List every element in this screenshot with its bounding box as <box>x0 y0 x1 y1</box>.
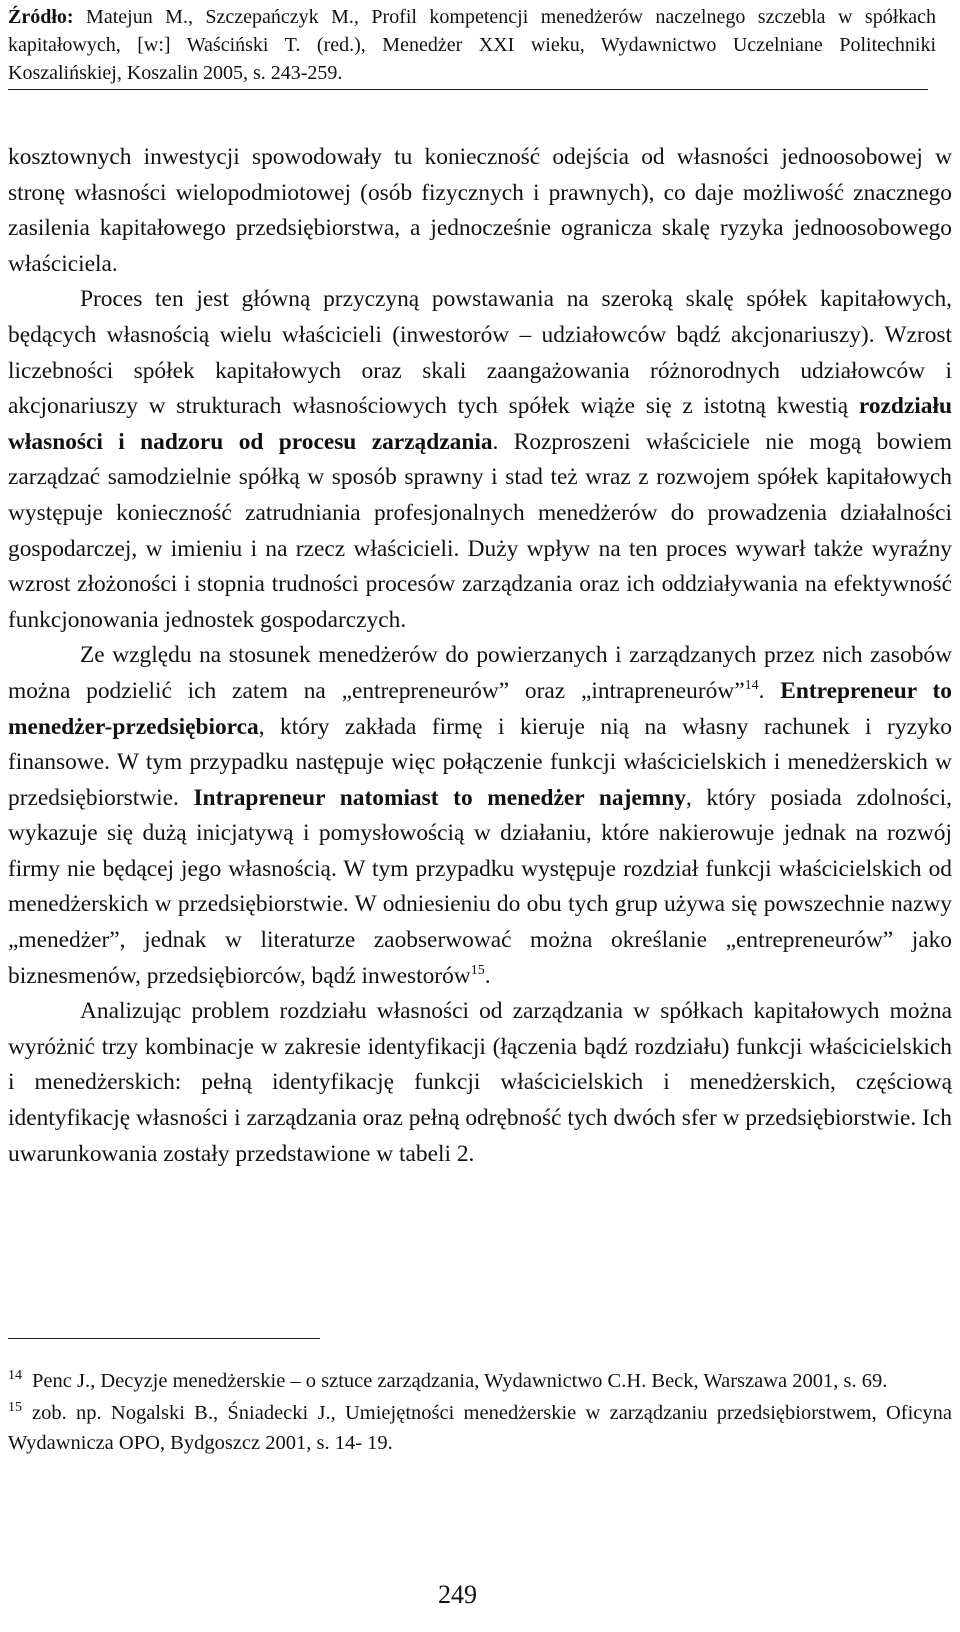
footnote-text: zob. np. Nogalski B., Śniadecki J., Umiejętności menedżerskie w zarządzaniu przedsiębiorstwem, Oficyna Wydawnicza OPO, Bydgoszcz 2001, s. 14- 19. <box>8 1402 952 1454</box>
paragraph-3-text-c: , który zakłada firmę i kieruje nią na własny rachunek i ryzyko finansowe. W tym przypadku następuje więc połączenie funkcji właścicielskich i menedżerskich w przedsiębiorstwie. <box>8 713 952 811</box>
entrepreneur-definition: Entrepreneur to menedżer-przedsiębiorca <box>8 677 953 740</box>
paragraph-3-text-b: . <box>758 677 781 704</box>
paragraph-1: kosztownych inwestycji spowodowały tu konieczność odejścia od własności jednoosobowej w stronę własności wielopodmiotowej (osób fizycznych i prawnych), co daje możliwość znacznego zasilenia kapitałowego przedsiębiorstwa, a jednocześnie ogranicza skalę ryzyka jednoosobowego właściciela. <box>8 144 952 277</box>
header-divider <box>8 89 928 90</box>
footnote-ref-14[interactable]: 14 <box>744 678 759 694</box>
paragraph-3-text-a: Ze względu na stosunek menedżerów do powierzanych i zarządzanych przez nich zasobów można podzielić ich zatem na „entrepreneurów” oraz „intrapreneurów” <box>8 642 952 704</box>
source-citation <box>8 0 952 87</box>
footnote-number: 14 <box>8 1368 22 1384</box>
footnote-divider <box>8 1338 320 1339</box>
page-number: 249 <box>438 1580 477 1609</box>
intrapreneur-definition: Intrapreneur natomiast to menedżer najemny <box>193 784 686 811</box>
main-text <box>8 140 952 1172</box>
source-text: Matejun M., Szczepańczyk M., Profil kompetencji menedżerów naczelnego szczebla w spółkach kapitałowych, [w:] Waściński T. (red.), Menedżer XXI wieku, Wydawnictwo Uczelniane Politechniki Koszalińskiej, Koszalin 2005, s. 243-259. <box>8 6 937 84</box>
paragraph-3-text-e: . <box>484 962 491 989</box>
paragraph-3-text-d: , który posiada zdolności, wykazuje się dużą inicjatywą i pomysłowością w działaniu, które nakierowuje jednak na rozwój firmy nie będącej jego własnością. W tym przypadku występuje rozdział funkcji właścicielskich od menedżerskich w przedsiębiorstwie. W odniesieniu do obu tych grup używa się powszechnie nazwy „menedżer”, jednak w literaturze zaobserwować można określanie „entrepreneurów” jako biznesmenów, przedsiębiorców, bądź inwestorów <box>8 784 952 989</box>
paragraph-4: Analizując problem rozdziału własności od zarządzania w spółkach kapitałowych można wyróżnić trzy kombinacje w zakresie identyfikacji (łączenia bądź rozdziału) funkcji właścicielskich i menedżerskich: pełną identyfikację funkcji właścicielskich i menedżerskich, częściową identyfikację własności i zarządzania oraz pełną odrębność tych dwóch sfer w przedsiębiorstwie. Ich uwarunkowania zostały przedstawione w tabeli 2. <box>8 998 952 1167</box>
source-label: Źródło: <box>8 6 74 28</box>
footnote-15 <box>8 1398 952 1458</box>
paragraph-2-text-a: Proces ten jest główną przyczyną powstawania na szeroką skalę spółek kapitałowych, będących własnością wielu właścicieli (inwestorów – udziałowców bądź akcjonariuszy). Wzrost liczebności spółek kapitałowych oraz skali zaangażowania różnorodnych udziałowców i akcjonariuszy w strukturach własnościowych tych spółek wiąże się z istotną kwestią <box>8 286 952 420</box>
paragraph-2-bold-phrase: rozdziału własności i nadzoru od procesu zarządzania <box>8 393 952 455</box>
paragraph-3 <box>8 638 952 994</box>
footnote-ref-15[interactable]: 15 <box>470 962 485 978</box>
paragraph-2 <box>8 282 952 638</box>
footnote-text: Penc J., Decyzje menedżerskie – o sztuce zarządzania, Wydawnictwo C.H. Beck, Warszawa 2001, s. 69. <box>32 1370 888 1392</box>
footnotes <box>8 1366 952 1460</box>
document-page <box>8 0 953 1609</box>
footnote-14 <box>8 1366 952 1396</box>
paragraph-2-text-b: . Rozproszeni właściciele nie mogą bowiem zarządzać samodzielnie spółką w sposób sprawny i stad też wraz z rozwojem spółek kapitałowych występuje konieczność zatrudniania profesjonalnych menedżerów do prowadzenia działalności gospodarczej, w imieniu i na rzecz właścicieli. Duży wpływ na ten proces wywarł także wyraźny wzrost złożoności i stopnia trudności procesów zarządzania oraz ich oddziaływania na efektywność funkcjonowania jednostek gospodarczych. <box>8 428 952 633</box>
footnote-number: 15 <box>8 1400 22 1416</box>
